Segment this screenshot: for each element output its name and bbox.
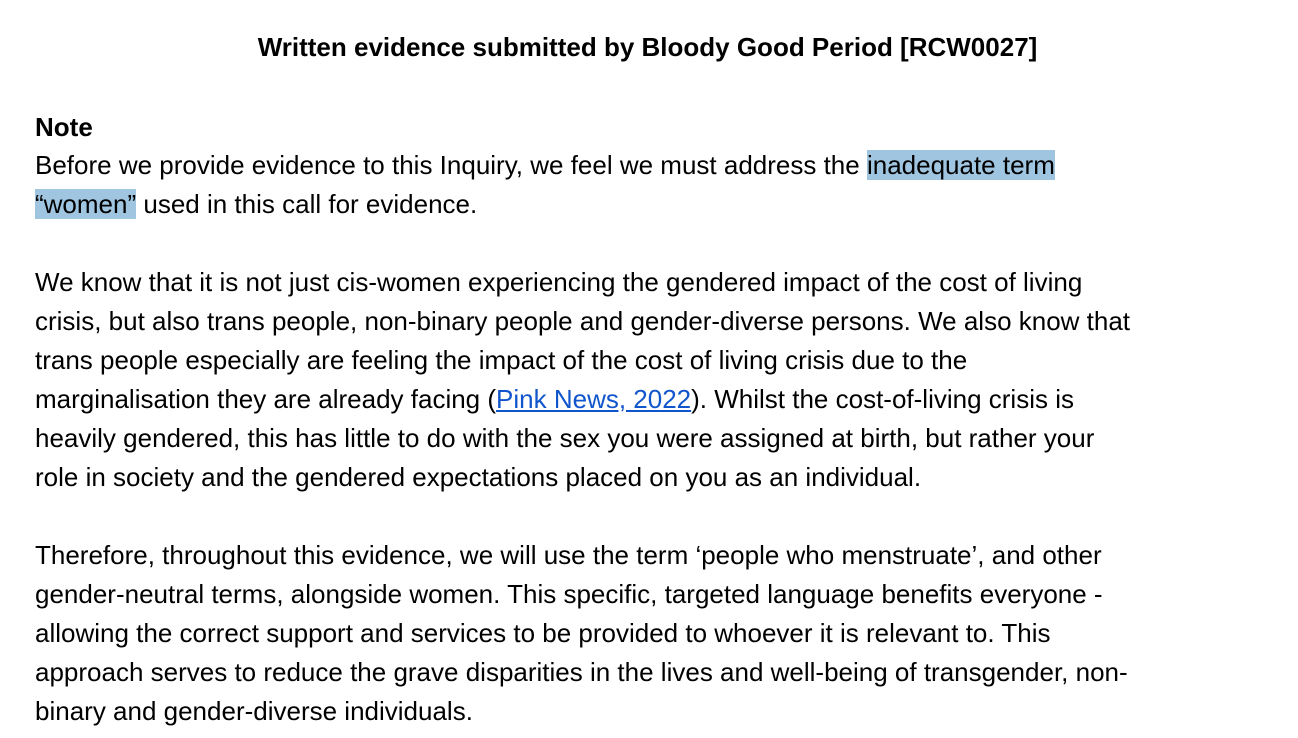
paragraph-text: ). Whilst the cost-of-living crisis is xyxy=(691,384,1074,414)
paragraph-text: marginalisation they are already facing ( xyxy=(35,384,497,414)
pink-news-link[interactable]: Pink News, 2022 xyxy=(496,384,692,414)
paragraph-line: trans people especially are feeling the impact of the cost of living crisis due to the xyxy=(35,345,968,375)
note-paragraph xyxy=(35,146,1280,224)
document-title: Written evidence submitted by Bloody Good Period [RCW0027] xyxy=(257,32,1038,62)
paragraph-line: role in society and the gendered expectations placed on you as an individual. xyxy=(35,462,922,492)
paragraph-line: heavily gendered, this has little to do with the sex you were assigned at birth, but rather your xyxy=(35,423,1095,453)
note-line-1 xyxy=(35,146,1280,185)
paragraph-2 xyxy=(35,263,1280,497)
document-page xyxy=(35,28,1280,731)
paragraph-line: approach serves to reduce the grave disparities in the lives and well-being of transgender, non- xyxy=(35,657,1128,687)
paragraph-line: Therefore, throughout this evidence, we will use the term ‘people who menstruate’, and other xyxy=(35,540,1102,570)
paragraph-line: allowing the correct support and services to be provided to whoever it is relevant to. This xyxy=(35,618,1051,648)
paragraph-gap xyxy=(35,497,1280,536)
paragraph-3 xyxy=(35,536,1280,731)
highlighted-text[interactable]: inadequate term xyxy=(866,150,1055,180)
paragraph-line: binary and gender-diverse individuals. xyxy=(35,696,473,726)
note-text: Before we provide evidence to this Inquiry, we feel we must address the xyxy=(35,150,867,180)
paragraph-line: crisis, but also trans people, non-binary people and gender-diverse persons. We also know that xyxy=(35,306,1131,336)
note-text: used in this call for evidence. xyxy=(136,189,478,219)
note-line-2 xyxy=(35,185,1280,224)
paragraph-gap xyxy=(35,224,1280,263)
paragraph-line xyxy=(35,380,1280,419)
note-heading: Note xyxy=(35,112,93,142)
highlighted-text[interactable]: “women” xyxy=(35,189,137,219)
paragraph-line: We know that it is not just cis-women experiencing the gendered impact of the cost of living xyxy=(35,267,1083,297)
paragraph-line: gender-neutral terms, alongside women. This specific, targeted language benefits everyone - xyxy=(35,579,1103,609)
